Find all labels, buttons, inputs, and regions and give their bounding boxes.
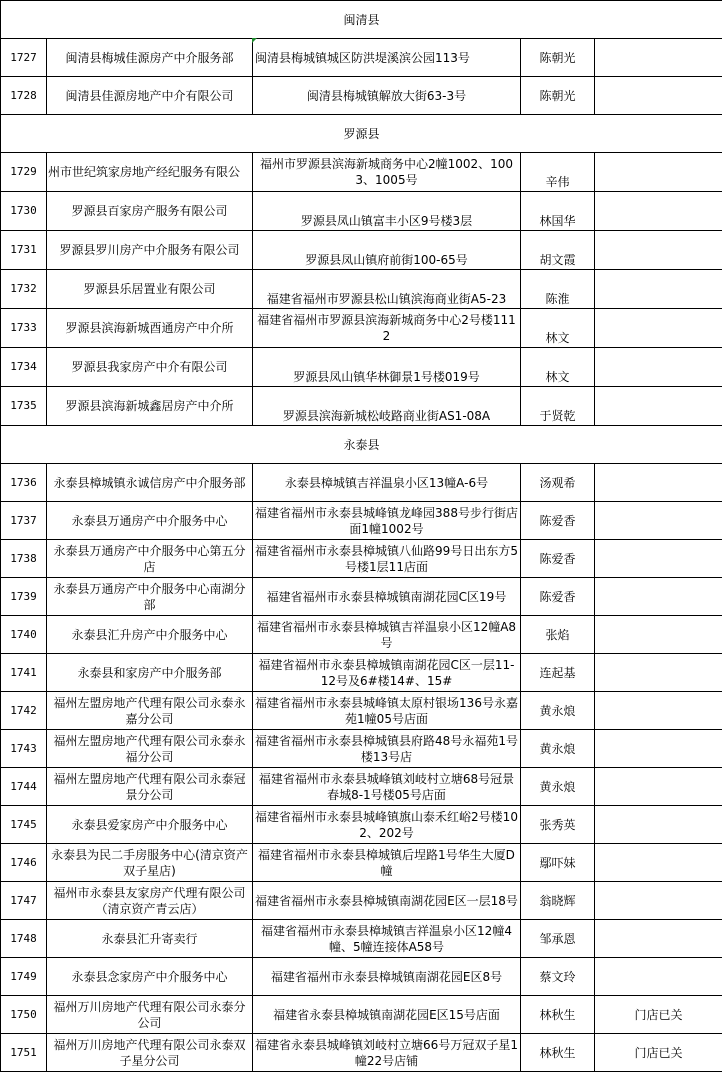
agency-address: 福建省永泰县樟城镇南湖花园E区15号店面 xyxy=(253,996,521,1034)
agency-person: 陈爱香 xyxy=(521,502,595,540)
agency-name: 闽清县梅城佳源房产中介服务部 xyxy=(47,39,253,77)
agency-person: 汤观希 xyxy=(521,464,595,502)
table-row xyxy=(1,958,722,996)
cell-comment-marker xyxy=(252,38,257,43)
row-number: 1751 xyxy=(1,1034,47,1072)
agency-note xyxy=(595,958,722,996)
row-number: 1731 xyxy=(1,231,47,270)
table-row xyxy=(1,692,722,730)
agency-address: 福建省福州市罗源县松山镇滨海商业街A5-23 xyxy=(253,270,521,309)
agency-address: 福建省福州市永泰县樟城镇八仙路99号日出东方5号楼1层11店面 xyxy=(253,540,521,578)
agency-address: 罗源县凤山镇府前街100-65号 xyxy=(253,231,521,270)
agency-name: 州市世纪筑家房地产经纪服务有限公 xyxy=(47,153,253,192)
agency-person: 林文 xyxy=(521,348,595,387)
agency-person: 陈朝光 xyxy=(521,39,595,77)
table-row xyxy=(1,806,722,844)
agency-address: 福建省福州市永泰县樟城镇南湖花园C区一层11-12号及6#楼14#、15# xyxy=(253,654,521,692)
table-row xyxy=(1,730,722,768)
section-header-row xyxy=(1,1,722,39)
agency-name: 永泰县念家房产中介服务中心 xyxy=(47,958,253,996)
agency-note xyxy=(595,464,722,502)
agency-note: 门店已关 xyxy=(595,1034,722,1072)
agency-name: 福州左盟房地产代理有限公司永泰永嘉分公司 xyxy=(47,692,253,730)
table-row xyxy=(1,387,722,426)
table-row xyxy=(1,578,722,616)
row-number: 1747 xyxy=(1,882,47,920)
section-header-row xyxy=(1,426,722,464)
agency-person: 蔡文玲 xyxy=(521,958,595,996)
agency-note xyxy=(595,502,722,540)
row-number: 1732 xyxy=(1,270,47,309)
table-row xyxy=(1,270,722,309)
agency-name: 罗源县罗川房产中介服务有限公司 xyxy=(47,231,253,270)
row-number: 1744 xyxy=(1,768,47,806)
row-number: 1741 xyxy=(1,654,47,692)
agency-person: 连起基 xyxy=(521,654,595,692)
agency-address: 福建省福州市永泰县城峰镇刘岐村立塘68号冠景春城8-1号楼05号店面 xyxy=(253,768,521,806)
row-number: 1729 xyxy=(1,153,47,192)
table-row xyxy=(1,309,722,348)
agency-name: 罗源县百家房产服务有限公司 xyxy=(47,192,253,231)
agency-person: 邹承恩 xyxy=(521,920,595,958)
agency-note xyxy=(595,231,722,270)
agency-name: 永泰县万通房产中介服务中心 xyxy=(47,502,253,540)
row-number: 1737 xyxy=(1,502,47,540)
agency-address: 福建省福州市永泰县城峰镇龙峰园388号步行街店面1幢1002号 xyxy=(253,502,521,540)
row-number: 1733 xyxy=(1,309,47,348)
agency-person: 黄永烺 xyxy=(521,730,595,768)
agency-address: 福建省福州市永泰县樟城镇吉祥温泉小区12幢A8号 xyxy=(253,616,521,654)
table-row xyxy=(1,77,722,115)
row-number: 1743 xyxy=(1,730,47,768)
agency-name: 福州左盟房地产代理有限公司永泰永福分公司 xyxy=(47,730,253,768)
agency-address: 罗源县凤山镇富丰小区9号楼3层 xyxy=(253,192,521,231)
row-number: 1730 xyxy=(1,192,47,231)
agency-person: 翁晓辉 xyxy=(521,882,595,920)
row-number: 1745 xyxy=(1,806,47,844)
agency-person: 黄永烺 xyxy=(521,768,595,806)
agency-person: 陈爱香 xyxy=(521,578,595,616)
row-number: 1738 xyxy=(1,540,47,578)
agency-name: 罗源县我家房产中介有限公司 xyxy=(47,348,253,387)
table-row xyxy=(1,882,722,920)
agency-note xyxy=(595,39,722,77)
agency-note xyxy=(595,348,722,387)
row-number: 1749 xyxy=(1,958,47,996)
agency-name: 永泰县汇升房产中介服务中心 xyxy=(47,616,253,654)
agency-person: 鄢吓妹 xyxy=(521,844,595,882)
section-title: 罗源县 xyxy=(1,115,722,153)
agency-note xyxy=(595,768,722,806)
agency-name: 福州市永泰县友家房产代理有限公司（清京资产青云店） xyxy=(47,882,253,920)
agency-person: 胡文霞 xyxy=(521,231,595,270)
agency-note xyxy=(595,540,722,578)
agency-note xyxy=(595,309,722,348)
table-row xyxy=(1,844,722,882)
agency-person: 陈淮 xyxy=(521,270,595,309)
agency-person: 陈爱香 xyxy=(521,540,595,578)
table-row xyxy=(1,996,722,1034)
agency-note xyxy=(595,153,722,192)
table-row xyxy=(1,502,722,540)
agency-name: 罗源县乐居置业有限公司 xyxy=(47,270,253,309)
agency-address: 福建省福州市永泰县樟城镇吉祥温泉小区12幢4幢、5幢连接体A58号 xyxy=(253,920,521,958)
agency-note xyxy=(595,692,722,730)
agency-person: 林文 xyxy=(521,309,595,348)
agency-note xyxy=(595,270,722,309)
agency-name: 永泰县汇升寄卖行 xyxy=(47,920,253,958)
table-row xyxy=(1,348,722,387)
row-number: 1740 xyxy=(1,616,47,654)
agency-note: 门店已关 xyxy=(595,996,722,1034)
agency-address: 福建省福州市永泰县樟城镇南湖花园C区19号 xyxy=(253,578,521,616)
row-number: 1742 xyxy=(1,692,47,730)
agency-note xyxy=(595,730,722,768)
table-row xyxy=(1,153,722,192)
table-row xyxy=(1,192,722,231)
agency-person: 张焰 xyxy=(521,616,595,654)
agency-note xyxy=(595,920,722,958)
agency-address: 福建省福州市永泰县樟城镇南湖花园E区一层18号 xyxy=(253,882,521,920)
table-row xyxy=(1,231,722,270)
agency-person: 林秋生 xyxy=(521,1034,595,1072)
agency-note xyxy=(595,192,722,231)
row-number: 1728 xyxy=(1,77,47,115)
agency-address: 福建省福州市永泰县樟城镇县府路48号永福苑1号楼13号店 xyxy=(253,730,521,768)
agency-address: 福州市罗源县滨海新城商务中心2幢1002、1003、1005号 xyxy=(253,153,521,192)
row-number: 1736 xyxy=(1,464,47,502)
agency-address: 福建省福州市罗源县滨海新城商务中心2号楼1112 xyxy=(253,309,521,348)
agency-name: 福州万川房地产代理有限公司永泰分公司 xyxy=(47,996,253,1034)
agency-name: 闽清县佳源房地产中介有限公司 xyxy=(47,77,253,115)
agency-note xyxy=(595,844,722,882)
agency-name: 福州万川房地产代理有限公司永泰双子星分公司 xyxy=(47,1034,253,1072)
agency-address: 福建省福州市永泰县樟城镇南湖花园E区8号 xyxy=(253,958,521,996)
agency-note xyxy=(595,77,722,115)
agency-note xyxy=(595,578,722,616)
agency-address: 福建省福州市永泰县城峰镇太原村银场136号永嘉苑1幢05号店面 xyxy=(253,692,521,730)
table-row xyxy=(1,39,722,77)
table-row xyxy=(1,1034,722,1072)
row-number: 1739 xyxy=(1,578,47,616)
agency-address: 闽清县梅城镇城区防洪堤溪滨公园113号 xyxy=(253,39,521,77)
agency-note xyxy=(595,616,722,654)
table-row xyxy=(1,540,722,578)
agency-name: 永泰县万通房产中介服务中心第五分店 xyxy=(47,540,253,578)
table-row xyxy=(1,616,722,654)
row-number: 1727 xyxy=(1,39,47,77)
section-header-row xyxy=(1,115,722,153)
agency-name: 永泰县樟城镇永诚信房产中介服务部 xyxy=(47,464,253,502)
agency-name: 罗源县滨海新城鑫居房产中介所 xyxy=(47,387,253,426)
agency-person: 张秀英 xyxy=(521,806,595,844)
agency-address: 永泰县樟城镇吉祥温泉小区13幢A-6号 xyxy=(253,464,521,502)
agency-name: 福州左盟房地产代理有限公司永泰冠景分公司 xyxy=(47,768,253,806)
agency-name: 永泰县和家房产中介服务部 xyxy=(47,654,253,692)
table-row xyxy=(1,654,722,692)
agency-note xyxy=(595,882,722,920)
agency-person: 于贤乾 xyxy=(521,387,595,426)
row-number: 1746 xyxy=(1,844,47,882)
agency-address: 福建省福州市永泰县城峰镇旗山泰禾红峪2号楼102、202号 xyxy=(253,806,521,844)
agency-person: 林秋生 xyxy=(521,996,595,1034)
agency-note xyxy=(595,806,722,844)
row-number: 1750 xyxy=(1,996,47,1034)
agency-address: 闽清县梅城镇解放大街63-3号 xyxy=(253,77,521,115)
table-row xyxy=(1,920,722,958)
section-title: 闽清县 xyxy=(1,1,722,39)
agency-name: 永泰县万通房产中介服务中心南湖分部 xyxy=(47,578,253,616)
agency-address: 罗源县凤山镇华林御景1号楼019号 xyxy=(253,348,521,387)
agency-note xyxy=(595,387,722,426)
agency-name: 永泰县爱家房产中介服务中心 xyxy=(47,806,253,844)
agency-person: 黄永烺 xyxy=(521,692,595,730)
agency-name: 永泰县为民二手房服务中心(清京资产双子星店) xyxy=(47,844,253,882)
row-number: 1735 xyxy=(1,387,47,426)
section-title: 永泰县 xyxy=(1,426,722,464)
agency-address: 福建省永泰县城峰镇刘岐村立塘66号万冠双子星1幢22号店铺 xyxy=(253,1034,521,1072)
row-number: 1748 xyxy=(1,920,47,958)
agency-name: 罗源县滨海新城酉通房产中介所 xyxy=(47,309,253,348)
agency-note xyxy=(595,654,722,692)
table-row xyxy=(1,768,722,806)
agency-person: 陈朝光 xyxy=(521,77,595,115)
row-number: 1734 xyxy=(1,348,47,387)
agency-person: 辛伟 xyxy=(521,153,595,192)
agency-address: 罗源县滨海新城松岐路商业街AS1-08A xyxy=(253,387,521,426)
table-row xyxy=(1,464,722,502)
agency-person: 林国华 xyxy=(521,192,595,231)
agency-address: 福建省福州市永泰县樟城镇后埕路1号华生大厦D幢 xyxy=(253,844,521,882)
